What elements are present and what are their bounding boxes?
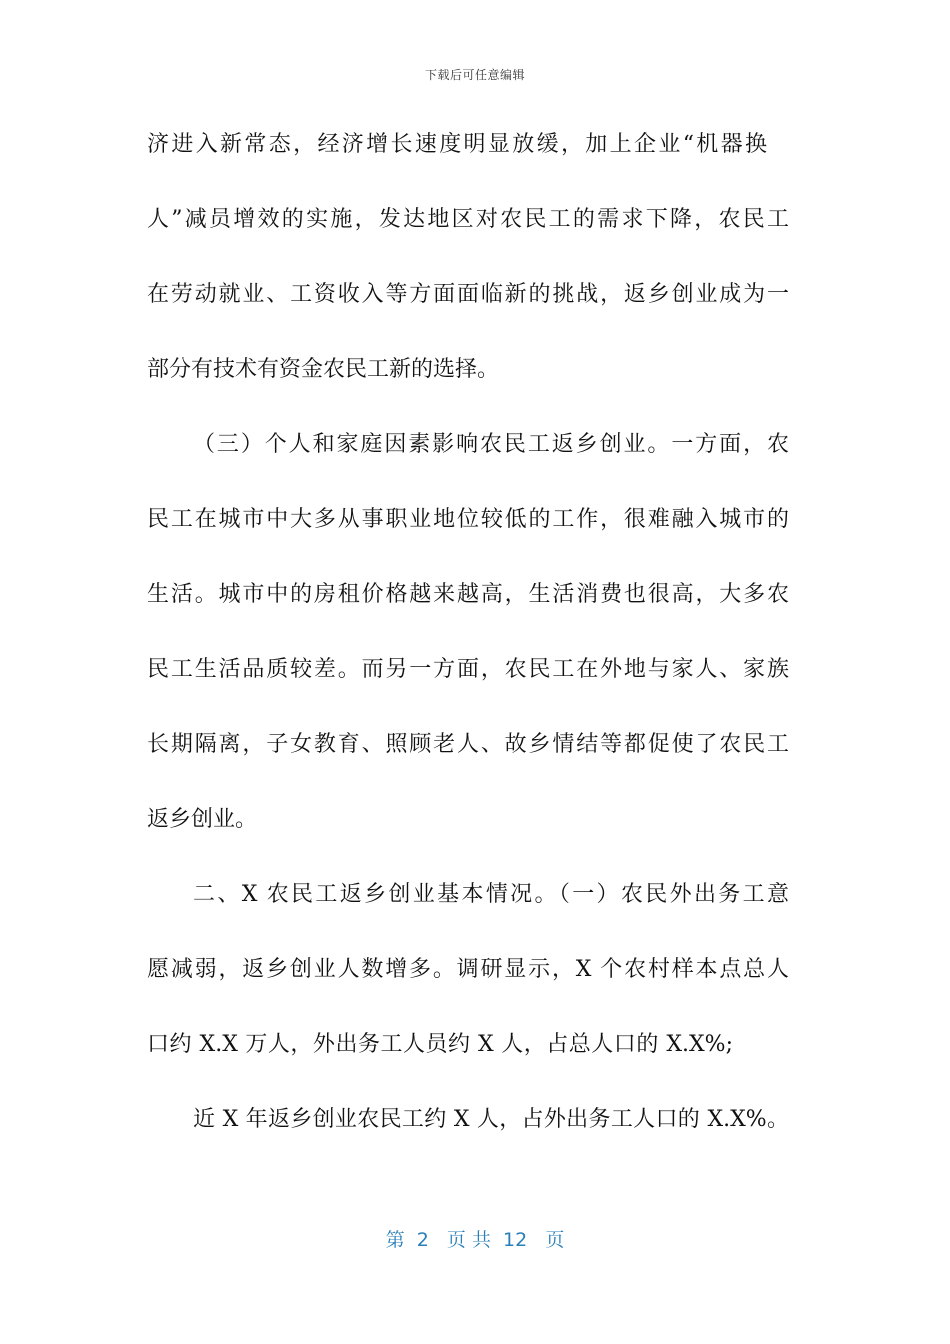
text-line: （三）个人和家庭因素影响农民工返乡创业。一方面，农 [193,432,789,457]
text-line: 部分有技术有资金农民工新的选择。 [147,357,500,382]
text-line: 人”减员增效的实施，发达地区对农民工的需求下降，农民工 [147,207,789,232]
text-line: 长期隔离，子女教育、照顾老人、故乡情结等都促使了农民工 [147,732,789,757]
text-line: 在劳动就业、工资收入等方面面临新的挑战，返乡创业成为一 [147,282,789,307]
text-line: 二、X 农民工返乡创业基本情况。（一）农民外出务工意 [193,882,789,907]
text-line: 生活。城市中的房租价格越来越高，生活消费也很高，大多农 [147,582,789,607]
text-line: 济进入新常态，经济增长速度明显放缓，加上企业“机器换 [147,132,767,157]
text-line: 近 X 年返乡创业农民工约 X 人，占外出务工人口的 X.X%。 [193,1107,789,1132]
text-line: 民工在城市中大多从事职业地位较低的工作，很难融入城市的 [147,507,789,532]
download-note: 下载后可任意编辑 [424,68,525,82]
text-line: 返乡创业。 [147,807,258,832]
page-number-footer: 第 2 页 共 12 页 [385,1229,565,1251]
text-line: 愿减弱，返乡创业人数增多。调研显示，X 个农村样本点总人 [147,957,789,982]
text-line: 民工生活品质较差。而另一方面，农民工在外地与家人、家族 [147,657,789,682]
text-line: 口约 X.X 万人，外出务工人员约 X 人，占总人口的 X.X%; [147,1032,733,1057]
